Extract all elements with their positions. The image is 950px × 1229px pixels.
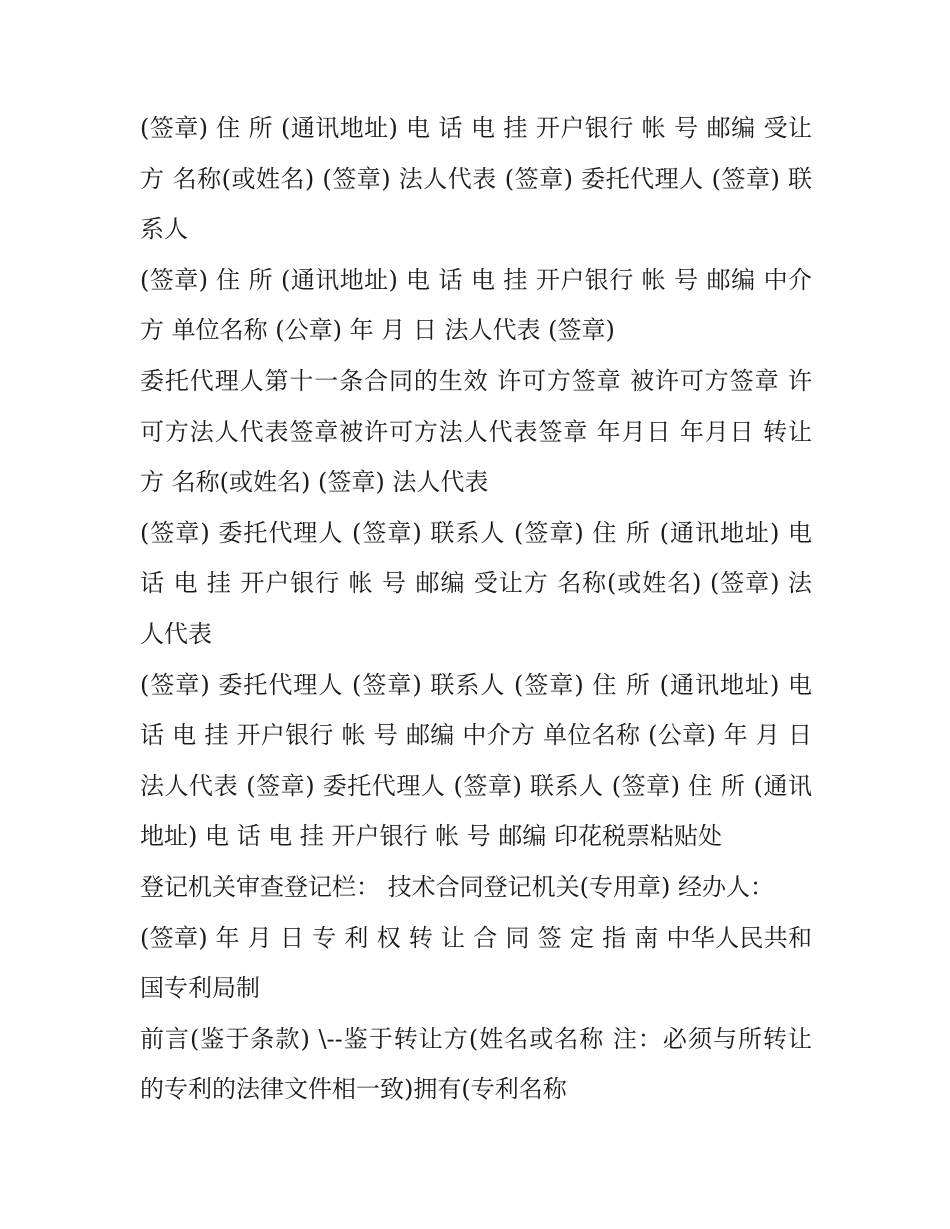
text-line-4: (签章) 住 所 (通讯地址) 电 话 电 挂 开户银行 帐 号 邮编 中介 xyxy=(140,265,812,294)
text-line-10: 话 电 挂 开户银行 帐 号 邮编 受让方 名称(或姓名) (签章) 法 xyxy=(140,569,812,598)
text-line-19: 前言(鉴于条款) \--鉴于转让方(姓名或名称 注：必须与所转让 xyxy=(140,1024,812,1053)
document-body xyxy=(140,103,812,1115)
text-line-7: 可方法人代表签章被许可方法人代表签章 年月日 年月日 转让 xyxy=(140,417,812,446)
text-line-14: 法人代表 (签章) 委托代理人 (签章) 联系人 (签章) 住 所 (通讯 xyxy=(140,771,812,800)
text-line-11: 人代表 xyxy=(140,619,212,648)
text-line-17: (签章) 年 月 日 专 利 权 转 让 合 同 签 定 指 南 中华人民共和 xyxy=(140,923,812,952)
text-line-16: 登记机关审查登记栏： 技术合同登记机关(专用章) 经办人： xyxy=(140,872,774,901)
text-line-20: 的专利的法律文件相一致)拥有(专利名称 xyxy=(140,1075,567,1104)
text-line-3: 系人 xyxy=(140,215,188,244)
text-line-2: 方 名称(或姓名) (签章) 法人代表 (签章) 委托代理人 (签章) 联 xyxy=(140,164,812,193)
text-line-8: 方 名称(或姓名) (签章) 法人代表 xyxy=(140,468,489,497)
text-line-15: 地址) 电 话 电 挂 开户银行 帐 号 邮编 印花税票粘贴处 xyxy=(140,822,723,851)
text-line-6: 委托代理人第十一条合同的生效 许可方签章 被许可方签章 许 xyxy=(140,366,812,395)
text-line-12: (签章) 委托代理人 (签章) 联系人 (签章) 住 所 (通讯地址) 电 xyxy=(140,670,812,699)
text-line-13: 话 电 挂 开户银行 帐 号 邮编 中介方 单位名称 (公章) 年 月 日 xyxy=(140,721,812,750)
text-line-18: 国专利局制 xyxy=(140,974,260,1003)
text-line-1: (签章) 住 所 (通讯地址) 电 话 电 挂 开户银行 帐 号 邮编 受让 xyxy=(140,114,812,142)
text-line-5: 方 单位名称 (公章) 年 月 日 法人代表 (签章) xyxy=(140,316,615,345)
text-line-9: (签章) 委托代理人 (签章) 联系人 (签章) 住 所 (通讯地址) 电 xyxy=(140,518,812,547)
